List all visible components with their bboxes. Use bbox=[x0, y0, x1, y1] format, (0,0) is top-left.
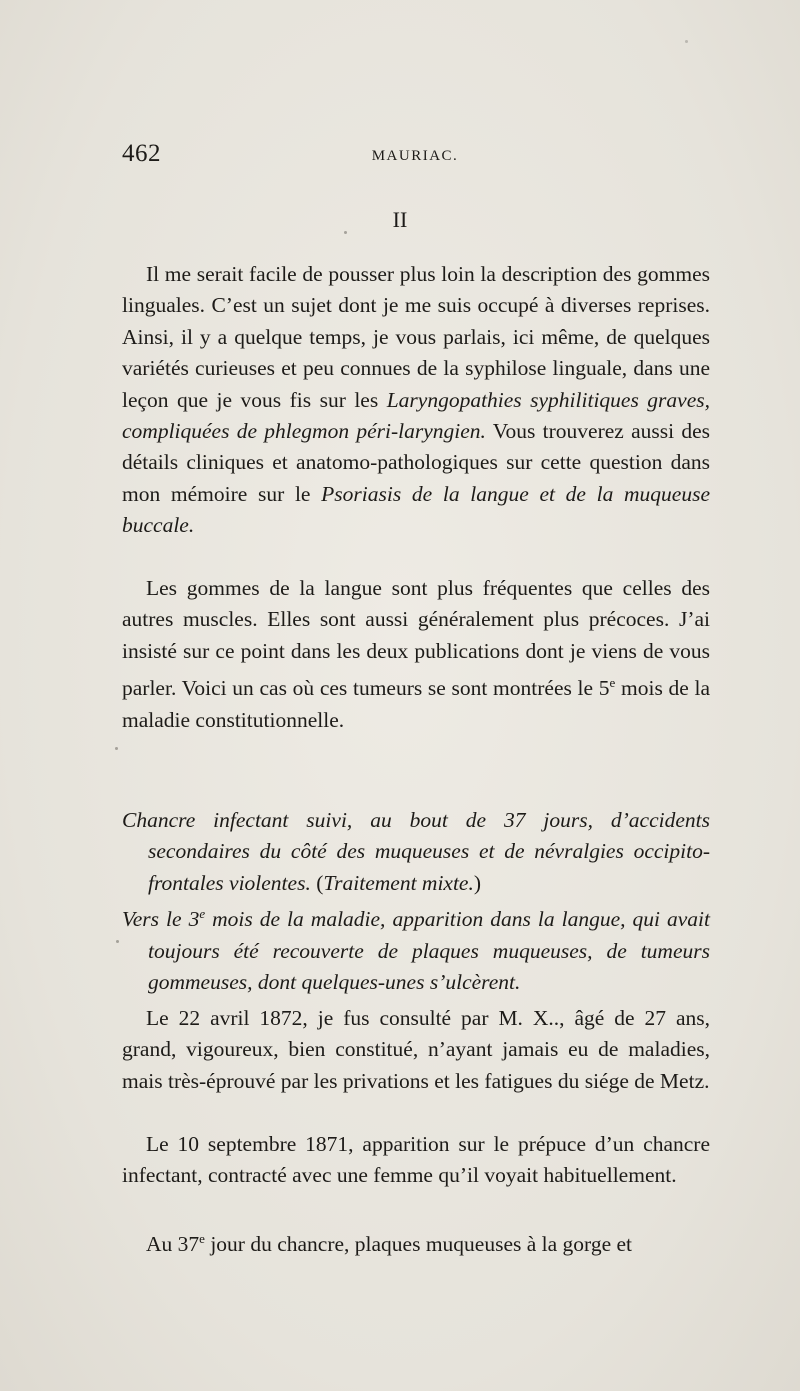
paragraph-text: jour du chancre, plaques muqueuses à la gorge et bbox=[204, 1232, 633, 1257]
paper-speck bbox=[115, 747, 118, 750]
paper-speck bbox=[116, 940, 119, 943]
paren-close: ) bbox=[473, 870, 482, 895]
superscript: e bbox=[199, 906, 206, 921]
case-heading bbox=[122, 805, 710, 899]
paren-open: ( bbox=[316, 870, 324, 895]
paragraph bbox=[122, 1129, 710, 1192]
case-heading-text: Chancre infectant suivi, au bout de 37 jours, d’accidents secondaires du côté des muqueuses et de névralgies occipito-frontales violentes. bbox=[122, 808, 710, 895]
paragraph bbox=[122, 259, 710, 542]
paragraph-text: Au 37 bbox=[146, 1232, 200, 1257]
paragraph-text: Vous trouverez aussi des détails cliniques et anatomo-pathologiques sur cette question dans mon mémoire sur le bbox=[122, 419, 710, 506]
paragraph-text: Le 22 avril 1872, je fus consulté par M. X.., âgé de 27 ans, grand, vigoureux, bien constitué, n’ayant jamais eu de maladies, mais très-éprouvé par les privations et les fatigues du siége de Metz. bbox=[122, 1006, 710, 1093]
cited-title: Laryngopathies syphilitiques graves, compliquées de phlegmon péri-laryngien. bbox=[122, 387, 710, 444]
paper-speck bbox=[685, 40, 688, 43]
paragraph-text: Il me serait facile de pousser plus loin la description des gommes linguales. C’est un sujet dont je me suis occupé à diverses reprises. Ainsi, il y a quelque temps, je vous parlais, ici même, de quelques variétés curieuses et peu connues de la syphilose linguale, dans une leçon que je vous fis sur les bbox=[122, 262, 710, 412]
superscript: e bbox=[199, 1231, 205, 1246]
page-header bbox=[122, 140, 708, 170]
paragraph bbox=[122, 1223, 710, 1261]
paragraph bbox=[122, 573, 710, 736]
case-heading-text: mois de la maladie, apparition dans la langue, qui avait toujours été recouverte de plaques muqueuses, de tumeurs gommeuses, dont quelques-unes s’ulcèrent. bbox=[148, 907, 710, 994]
section-numeral: II bbox=[392, 207, 408, 232]
paragraph-text: Le 10 septembre 1871, apparition sur le prépuce d’un chancre infectant, contracté avec une femme qu’il voyait habituellement. bbox=[122, 1132, 710, 1188]
paragraph-text: Les gommes de la langue sont plus fréquentes que celles des autres muscles. Elles sont aussi généralement plus précoces. J’ai insisté sur ce point dans les deux publications dont je viens de vous parler. Voici un cas où ces tumeurs se sont montrées le 5 bbox=[122, 576, 710, 701]
cited-title: Psoriasis de la langue et de la muqueuse buccale. bbox=[122, 481, 711, 538]
paper-speck bbox=[344, 231, 347, 234]
running-head: MAURIAC. bbox=[371, 148, 459, 164]
paragraph-text: mois de la maladie constitutionnelle. bbox=[122, 676, 711, 732]
case-heading-text: Traitement mixte. bbox=[323, 870, 474, 895]
case-heading-text: Vers le 3 bbox=[122, 907, 200, 932]
case-heading bbox=[122, 898, 710, 998]
paragraph bbox=[122, 1003, 710, 1097]
superscript: e bbox=[609, 675, 616, 691]
page-number: 462 bbox=[122, 140, 161, 167]
